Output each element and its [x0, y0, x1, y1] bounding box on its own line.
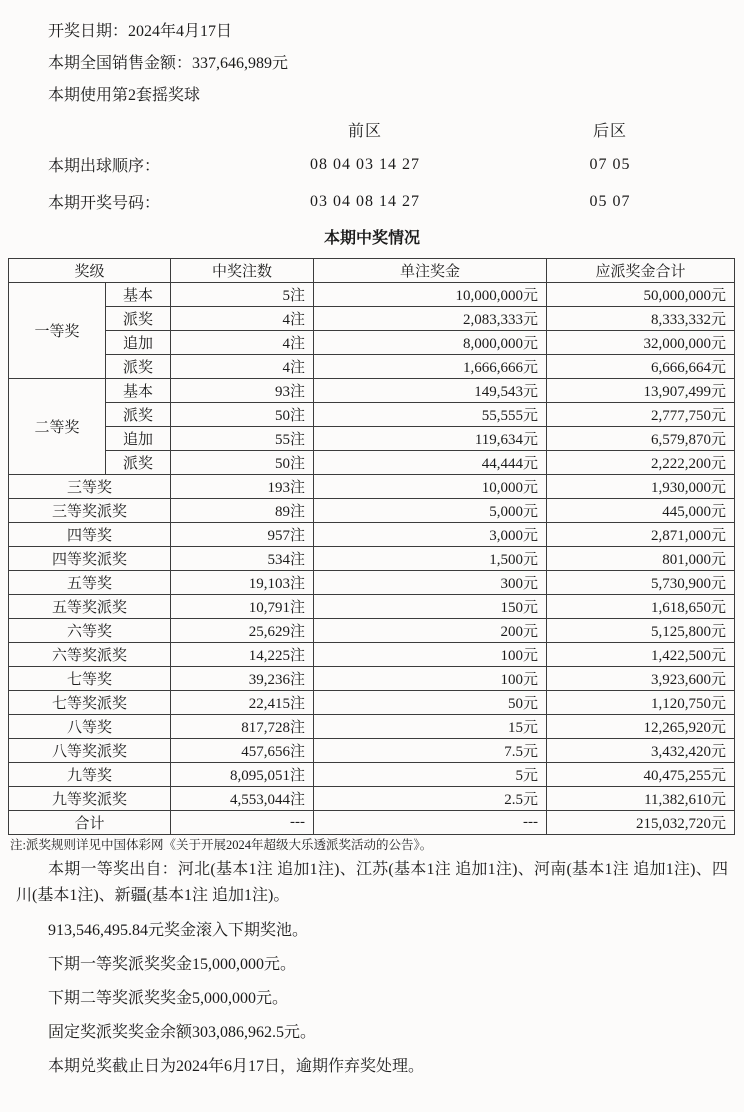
tier-cell: 四等奖 [9, 523, 171, 547]
total-cell: 1,422,500元 [547, 643, 735, 667]
tier-cell: 九等奖派奖 [9, 787, 171, 811]
prize-cell: 10,000,000元 [314, 283, 547, 307]
total-cell: 6,579,870元 [547, 427, 735, 451]
winning-numbers-row [0, 183, 744, 220]
subtype-cell: 派奖 [106, 355, 171, 379]
subtype-cell: 追加 [106, 427, 171, 451]
table-row [9, 787, 735, 811]
table-row [9, 715, 735, 739]
tier-cell: 四等奖派奖 [9, 547, 171, 571]
draw-order-back-numbers: 07 05 [589, 155, 631, 173]
total-cell: 1,618,650元 [547, 595, 735, 619]
tier-cell: 三等奖 [9, 475, 171, 499]
table-row [9, 547, 735, 571]
prize-cell: 50元 [314, 691, 547, 715]
table-row [9, 355, 735, 379]
subtype-cell: 基本 [106, 379, 171, 403]
back-zone-label: 后区 [592, 122, 627, 140]
table-row [9, 763, 735, 787]
prize-cell: 1,500元 [314, 547, 547, 571]
total-cell: 5,125,800元 [547, 619, 735, 643]
count-cell: 25,629注 [171, 619, 314, 643]
total-cell: 50,000,000元 [547, 283, 735, 307]
prize-cell: 7.5元 [314, 739, 547, 763]
winning-back-numbers: 05 07 [589, 192, 631, 210]
table-row [9, 331, 735, 355]
tier-cell: 七等奖派奖 [9, 691, 171, 715]
total-cell: 3,923,600元 [547, 667, 735, 691]
table-row [9, 283, 735, 307]
table-row [9, 427, 735, 451]
prize-cell: 149,543元 [314, 379, 547, 403]
count-cell: 8,095,051注 [171, 763, 314, 787]
count-cell: 4注 [171, 331, 314, 355]
table-row [9, 643, 735, 667]
count-cell: 93注 [171, 379, 314, 403]
total-cell: 11,382,610元 [547, 787, 735, 811]
tier-cell: 六等奖派奖 [9, 643, 171, 667]
tier-cell: 三等奖派奖 [9, 499, 171, 523]
total-cell: 215,032,720元 [547, 811, 735, 835]
tier-cell: 八等奖 [9, 715, 171, 739]
tier-cell: 二等奖 [9, 379, 106, 475]
count-cell: 4注 [171, 307, 314, 331]
table-row [9, 691, 735, 715]
prize-cell: 100元 [314, 667, 547, 691]
table-header-row [9, 259, 735, 283]
next-second-prize-note: 下期二等奖派奖奖金5,000,000元。 [48, 990, 289, 1007]
draw-info-block [0, 0, 744, 112]
count-cell: 10,791注 [171, 595, 314, 619]
sales-amount: 本期全国销售金额：337,646,989元 [48, 55, 289, 72]
total-cell: 5,730,900元 [547, 571, 735, 595]
prize-cell: 5元 [314, 763, 547, 787]
prize-cell: 2,083,333元 [314, 307, 547, 331]
prize-table [8, 258, 735, 835]
count-cell: 14,225注 [171, 643, 314, 667]
tier-cell: 六等奖 [9, 619, 171, 643]
table-row [9, 307, 735, 331]
prize-cell: 2.5元 [314, 787, 547, 811]
table-total-row [9, 811, 735, 835]
prize-table-title: 本期中奖情况 [323, 230, 420, 247]
total-cell: 801,000元 [547, 547, 735, 571]
table-row [9, 499, 735, 523]
draw-order-front-numbers: 08 04 03 14 27 [310, 155, 420, 173]
draw-date: 开奖日期：2024年4月17日 [48, 23, 233, 40]
count-cell: 50注 [171, 451, 314, 475]
tier-cell: 七等奖 [9, 667, 171, 691]
next-first-prize-note: 下期一等奖派奖奖金15,000,000元。 [48, 956, 297, 973]
prize-cell: 119,634元 [314, 427, 547, 451]
header-prize: 单注奖金 [314, 259, 547, 283]
prize-cell: 300元 [314, 571, 547, 595]
count-cell: 4注 [171, 355, 314, 379]
draw-order-row [0, 146, 744, 183]
header-tier: 奖级 [9, 259, 171, 283]
count-cell: 457,656注 [171, 739, 314, 763]
total-cell: 6,666,664元 [547, 355, 735, 379]
prize-cell: 3,000元 [314, 523, 547, 547]
tier-cell: 五等奖 [9, 571, 171, 595]
total-cell: 1,930,000元 [547, 475, 735, 499]
count-cell: 534注 [171, 547, 314, 571]
table-row [9, 667, 735, 691]
prize-cell: 5,000元 [314, 499, 547, 523]
subtype-cell: 派奖 [106, 451, 171, 475]
winning-numbers-label: 本期开奖号码： [48, 195, 161, 212]
table-row [9, 379, 735, 403]
table-row [9, 739, 735, 763]
rule-note: 注:派奖规则详见中国体彩网《关于开展2024年超级大乐透派奖活动的公告》。 [10, 838, 433, 852]
total-cell: 445,000元 [547, 499, 735, 523]
table-row [9, 595, 735, 619]
tier-cell: 一等奖 [9, 283, 106, 379]
winning-front-numbers: 03 04 08 14 27 [310, 192, 420, 210]
rollover-note: 913,546,495.84元奖金滚入下期奖池。 [48, 922, 309, 939]
tier-cell: 合计 [9, 811, 171, 835]
deadline-note: 本期兑奖截止日为2024年6月17日，逾期作弃奖处理。 [48, 1058, 425, 1075]
header-total: 应派奖金合计 [547, 259, 735, 283]
tier-cell: 五等奖派奖 [9, 595, 171, 619]
prize-cell: 44,444元 [314, 451, 547, 475]
count-cell: 817,728注 [171, 715, 314, 739]
subtype-cell: 追加 [106, 331, 171, 355]
draw-order-label: 本期出球顺序： [48, 158, 161, 175]
zone-header-row [0, 112, 744, 146]
total-cell: 2,777,750元 [547, 403, 735, 427]
prize-cell: 100元 [314, 643, 547, 667]
total-cell: 12,265,920元 [547, 715, 735, 739]
total-cell: 2,871,000元 [547, 523, 735, 547]
total-cell: 3,432,420元 [547, 739, 735, 763]
table-row [9, 523, 735, 547]
first-prize-origin-note: 本期一等奖出自：河北(基本1注 追加1注)、江苏(基本1注 追加1注)、河南(基本1注 追加1注)、四川(基本1注)、新疆(基本1注 追加1注)。 [16, 861, 728, 904]
table-row [9, 475, 735, 499]
count-cell: 89注 [171, 499, 314, 523]
ball-set: 本期使用第2套摇奖球 [48, 87, 201, 104]
count-cell: 22,415注 [171, 691, 314, 715]
subtype-cell: 基本 [106, 283, 171, 307]
subtype-cell: 派奖 [106, 403, 171, 427]
total-cell: 8,333,332元 [547, 307, 735, 331]
total-cell: 1,120,750元 [547, 691, 735, 715]
subtype-cell: 派奖 [106, 307, 171, 331]
prize-cell: 200元 [314, 619, 547, 643]
count-cell: 19,103注 [171, 571, 314, 595]
count-cell: 957注 [171, 523, 314, 547]
table-row [9, 403, 735, 427]
total-cell: 32,000,000元 [547, 331, 735, 355]
count-cell: 50注 [171, 403, 314, 427]
count-cell: 39,236注 [171, 667, 314, 691]
fixed-balance-note: 固定奖派奖奖金余额303,086,962.5元。 [48, 1024, 317, 1041]
prize-cell: 150元 [314, 595, 547, 619]
tier-cell: 八等奖派奖 [9, 739, 171, 763]
front-zone-label: 前区 [347, 122, 382, 140]
count-cell: --- [171, 811, 314, 835]
prize-cell: 10,000元 [314, 475, 547, 499]
prize-cell: --- [314, 811, 547, 835]
count-cell: 193注 [171, 475, 314, 499]
count-cell: 5注 [171, 283, 314, 307]
prize-cell: 8,000,000元 [314, 331, 547, 355]
header-count: 中奖注数 [171, 259, 314, 283]
total-cell: 40,475,255元 [547, 763, 735, 787]
table-row [9, 571, 735, 595]
prize-cell: 1,666,666元 [314, 355, 547, 379]
prize-cell: 55,555元 [314, 403, 547, 427]
prize-cell: 15元 [314, 715, 547, 739]
table-row [9, 619, 735, 643]
tier-cell: 九等奖 [9, 763, 171, 787]
table-row [9, 451, 735, 475]
total-cell: 13,907,499元 [547, 379, 735, 403]
total-cell: 2,222,200元 [547, 451, 735, 475]
count-cell: 4,553,044注 [171, 787, 314, 811]
count-cell: 55注 [171, 427, 314, 451]
